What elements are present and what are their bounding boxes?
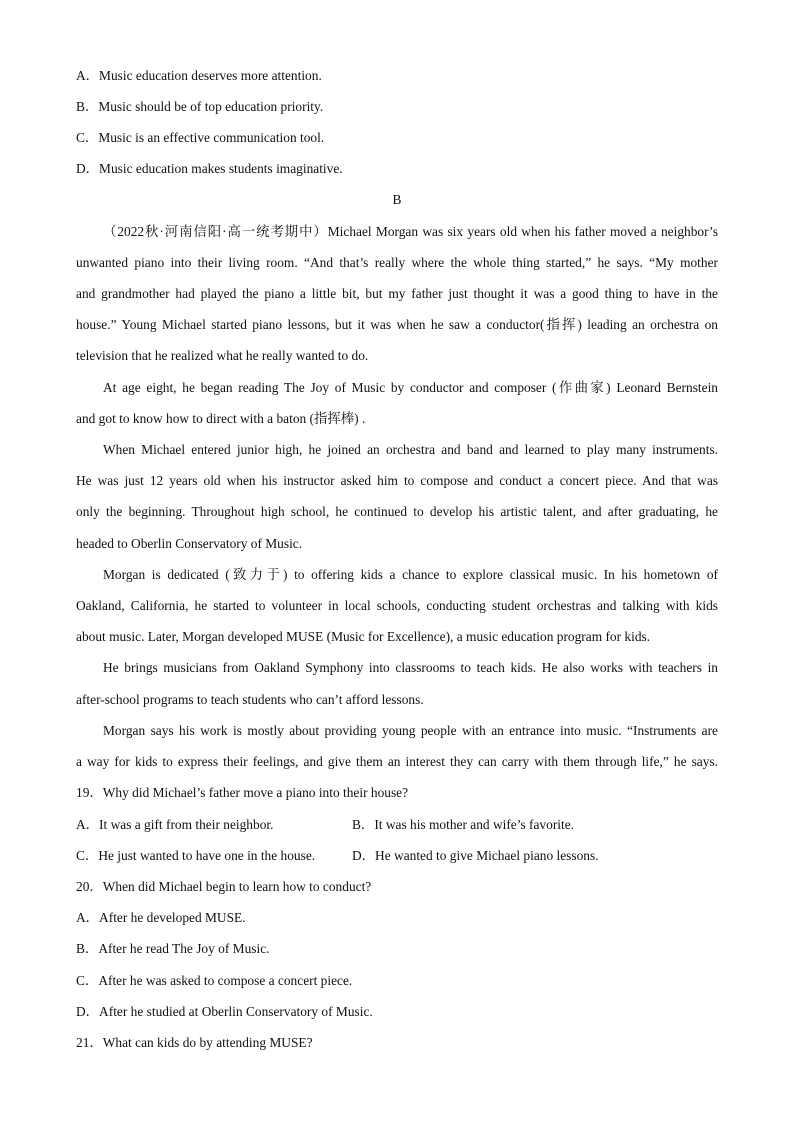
passage-line: house.” Young Michael started piano lessons, but it was when he saw a conductor(指挥) leading an orchestra on: [76, 317, 718, 332]
passage-line: Oakland, California, he started to volunteer in local schools, conducting student orchestras and talking with kids: [76, 598, 718, 613]
passage-line: He was just 12 years old when his instructor asked him to compose and conduct a concert piece. And that was: [76, 473, 718, 488]
question-19-option-a[interactable]: A．It was a gift from their neighbor.: [76, 817, 274, 832]
passage-line: and grandmother had played the piano a little bit, but my father just thought it was a good thing to have in the: [76, 286, 718, 301]
question-20-option-b[interactable]: B．After he read The Joy of Music.: [76, 941, 270, 956]
question-20-option-c[interactable]: C．After he was asked to compose a concert piece.: [76, 973, 353, 988]
passage-line: （2022秋·河南信阳·高一统考期中）Michael Morgan was six years old when his father moved a neighbor’s: [103, 224, 718, 239]
passage-line: television that he realized what he really wanted to do.: [76, 348, 369, 363]
question-19-option-d[interactable]: D．He wanted to give Michael piano lessons.: [352, 848, 599, 863]
passage-line: about music. Later, Morgan developed MUSE (Music for Excellence), a music education program for kids.: [76, 629, 651, 644]
question-20-option-a[interactable]: A．After he developed MUSE.: [76, 910, 246, 925]
passage-line: When Michael entered junior high, he joined an orchestra and band and learned to play many instruments.: [103, 442, 718, 457]
passage-line: He brings musicians from Oakland Symphony into classrooms to teach kids. He also works with teachers in: [103, 660, 718, 675]
passage-line: after-school programs to teach students who can’t afford lessons.: [76, 692, 424, 707]
passage-line: Morgan says his work is mostly about providing young people with an entrance into music. “Instruments are: [103, 723, 718, 738]
question-20-stem: 20．When did Michael begin to learn how to conduct?: [76, 879, 372, 894]
passage-line: a way for kids to express their feelings, and give them an interest they can carry with them through life,” he says.: [76, 754, 718, 769]
passage-line: At age eight, he began reading The Joy of Music by conductor and composer (作曲家) Leonard Bernstein: [103, 380, 718, 395]
prev-option-d: D．Music education makes students imaginative.: [76, 161, 343, 176]
passage-line: Morgan is dedicated (致力于) to offering kids a chance to explore classical music. In his hometown of: [103, 567, 718, 582]
question-20-option-d[interactable]: D．After he studied at Oberlin Conservatory of Music.: [76, 1004, 373, 1019]
passage-line: and got to know how to direct with a baton (指挥棒) .: [76, 411, 366, 426]
prev-option-c: C．Music is an effective communication tool.: [76, 130, 325, 145]
passage-line: headed to Oberlin Conservatory of Music.: [76, 536, 303, 551]
question-19-stem: 19．Why did Michael’s father move a piano into their house?: [76, 785, 409, 800]
prev-option-b: B．Music should be of top education priority.: [76, 99, 324, 114]
question-19-option-c[interactable]: C．He just wanted to have one in the house.: [76, 848, 316, 863]
question-19-option-b[interactable]: B．It was his mother and wife’s favorite.: [352, 817, 575, 832]
section-label: B: [392, 192, 402, 207]
passage-line: only the beginning. Throughout high school, he continued to develop his artistic talent, and after graduating, he: [76, 504, 718, 519]
passage-line: unwanted piano into their living room. “And that’s really where the whole thing started,” he says. “My mother: [76, 255, 718, 270]
prev-option-a: A．Music education deserves more attention.: [76, 68, 322, 83]
question-21-stem: 21．What can kids do by attending MUSE?: [76, 1035, 313, 1050]
